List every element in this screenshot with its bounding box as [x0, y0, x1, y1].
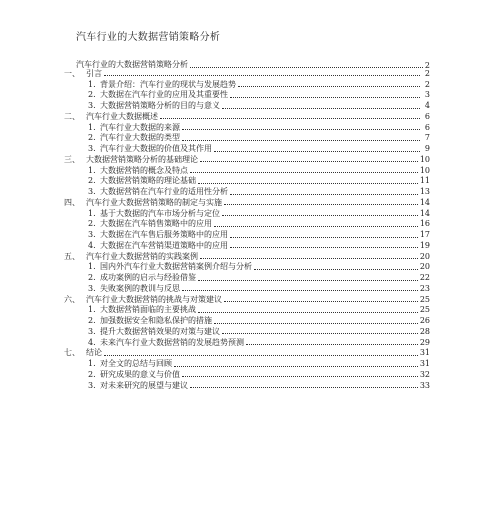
toc-section-entry[interactable]: [64, 262, 430, 273]
toc-entry-label: 成功案例的启示与经验借鉴: [100, 273, 196, 282]
toc-page-number: 22: [419, 273, 430, 282]
toc-section-entry[interactable]: [64, 79, 430, 90]
toc-dot-leader: [238, 86, 420, 87]
toc-page-number: 7: [424, 133, 430, 143]
toc-entry-number: 一、: [64, 68, 80, 78]
toc-dot-leader: [224, 204, 418, 205]
toc-page-number: 6: [424, 122, 430, 132]
toc-page-number: 33: [419, 380, 430, 390]
toc-entry-title: [88, 90, 228, 100]
toc-section-entry[interactable]: [64, 208, 430, 219]
toc-entry-number: 2.: [88, 90, 96, 100]
toc-section-entry[interactable]: [64, 240, 430, 251]
toc-section-entry[interactable]: [64, 122, 430, 133]
toc-dot-leader: [200, 258, 418, 259]
toc-entry-number: 3.: [88, 101, 96, 110]
toc-dot-leader: [230, 237, 418, 238]
toc-entry-number: 1.: [88, 165, 96, 175]
toc-entry-label: 提升大数据营销效果的对策与建议: [100, 326, 220, 336]
toc-entry-number: 七、: [64, 348, 80, 358]
toc-dot-leader: [222, 215, 418, 216]
toc-entry-label: 汽车行业大数据的类型: [100, 133, 180, 143]
toc-entry-title: [88, 359, 172, 369]
toc-entry-number: 六、: [64, 294, 80, 304]
toc-section-entry[interactable]: [64, 165, 430, 176]
toc-section-entry[interactable]: [64, 380, 430, 391]
toc-entry-label: 大数据在汽车售后服务策略中的应用: [100, 230, 228, 239]
toc-entry-number: 4.: [88, 240, 96, 250]
toc-page-number: 19: [419, 240, 430, 250]
toc-entry-label: 汽车行业大数据营销的挑战与对策建议: [86, 294, 222, 304]
toc-dot-leader: [230, 194, 418, 195]
toc-entry-title: [88, 284, 180, 294]
toc-entry-title: [88, 241, 228, 251]
toc-page-number: 23: [419, 283, 430, 293]
toc-page-number: 2: [424, 68, 430, 78]
toc-section-entry[interactable]: [64, 337, 430, 348]
toc-entry-number: 4.: [88, 337, 96, 347]
toc-page-number: 3: [424, 90, 430, 100]
toc-page-number: 6: [424, 111, 430, 121]
toc-page-number: 16: [419, 219, 430, 229]
toc-page-number: 10: [419, 154, 430, 164]
toc-dot-leader: [104, 355, 418, 356]
toc-page-number: 25: [419, 305, 430, 315]
toc-section-entry[interactable]: [64, 100, 430, 111]
toc-section-entry[interactable]: [64, 133, 430, 144]
toc-section-entry[interactable]: [64, 305, 430, 316]
toc-entry-number: 2.: [88, 133, 96, 143]
toc-dot-leader: [182, 376, 418, 377]
toc-dot-leader: [104, 75, 420, 76]
toc-section-entry[interactable]: [64, 369, 430, 380]
toc-entry-title: [88, 166, 188, 176]
toc-entry-title: [88, 101, 220, 111]
toc-page-number: 9: [424, 144, 430, 153]
toc-section-entry[interactable]: [64, 143, 430, 154]
toc-dot-leader: [160, 118, 420, 119]
toc-page-number: 32: [419, 369, 430, 379]
toc-entry-title: [88, 187, 228, 197]
toc-entry-title: [88, 381, 188, 391]
toc-entry-number: 二、: [64, 111, 80, 121]
toc-page-number: 10: [419, 165, 430, 175]
toc-page-number: 25: [419, 294, 430, 304]
toc-heading-text: 汽车行业的大数据营销策略分析: [76, 60, 188, 69]
toc-dot-leader: [182, 290, 418, 291]
toc-entry-number: 2.: [88, 273, 96, 282]
toc-entry-number: 1.: [88, 208, 96, 218]
toc-chapter-entry[interactable]: [64, 111, 430, 122]
toc-entry-label: 加强数据安全和隐私保护的措施: [100, 316, 212, 325]
toc-entry-title: [88, 123, 180, 133]
toc-entry-label: 大数据营销在汽车行业的适用性分析: [100, 187, 228, 196]
toc-page-number: 11: [419, 176, 430, 186]
toc-dot-leader: [222, 108, 420, 109]
toc-heading-page: 2: [424, 61, 430, 70]
toc-entry-label: 大数据营销面临的主要挑战: [100, 305, 196, 315]
toc-entry-title: [64, 198, 222, 208]
toc-entry-number: 1.: [88, 262, 96, 272]
toc-entry-number: 2.: [88, 176, 96, 186]
toc-entry-label: 大数据在汽车销售策略中的应用: [100, 219, 212, 229]
toc-page-number: 13: [419, 187, 430, 196]
toc-entry-title: [88, 80, 236, 90]
toc-entry-title: [88, 133, 180, 143]
toc-page-number: 20: [419, 262, 430, 272]
toc-dot-leader: [214, 151, 420, 152]
toc-section-entry[interactable]: [64, 219, 430, 230]
toc-section-entry[interactable]: [64, 176, 430, 187]
toc-entry-number: 1.: [88, 122, 96, 132]
toc-entry-label: 结论: [86, 348, 102, 358]
toc-entry-label: 大数据营销策略的理论基础: [100, 176, 196, 186]
toc-entry-title: [88, 209, 220, 219]
toc-entry-label: 大数据在汽车行业的应用及其重要性: [100, 90, 228, 100]
toc-entry-label: 基于大数据的汽车市场分析与定位: [100, 208, 220, 218]
toc-section-entry[interactable]: [64, 326, 430, 337]
toc-page-number: 28: [419, 326, 430, 336]
toc-entry-title: [64, 112, 158, 122]
toc-chapter-entry[interactable]: [64, 68, 430, 79]
toc-entry-title: [64, 295, 222, 305]
toc-entry-number: 3.: [88, 283, 96, 293]
toc-page-number: 4: [424, 101, 430, 110]
toc-entry-label: 汽车行业大数据营销策略的制定与实施: [86, 197, 222, 207]
toc-chapter-entry[interactable]: [64, 348, 430, 359]
toc-entry-label: 未来汽车行业大数据营销的发展趋势预测: [100, 337, 244, 347]
toc-entry-number: 四、: [64, 197, 80, 207]
toc-entry-label: 失败案例的教训与反思: [100, 283, 180, 293]
toc-page-number: 26: [419, 316, 430, 325]
toc-entry-title: [88, 144, 212, 154]
toc-entry-number: 1.: [88, 305, 96, 315]
toc-dot-leader: [174, 366, 418, 367]
toc-section-entry[interactable]: [64, 315, 430, 326]
toc-dot-leader: [230, 247, 418, 248]
toc-chapter-entry[interactable]: [64, 154, 430, 165]
toc-entry-title: [88, 262, 252, 272]
toc-dot-leader: [200, 161, 418, 162]
toc-entry-number: 3.: [88, 326, 96, 336]
toc-chapter-entry[interactable]: [64, 294, 430, 305]
toc-dot-leader: [214, 323, 418, 324]
toc-dot-leader: [198, 183, 418, 184]
toc-entry-title: [64, 348, 102, 358]
toc-dot-leader: [198, 312, 418, 313]
toc-dot-leader: [182, 129, 420, 130]
toc-dot-leader: [246, 344, 418, 345]
toc-page-number: 2: [424, 79, 430, 89]
toc-dot-leader: [230, 97, 420, 98]
toc-page-number: 31: [419, 359, 430, 368]
toc-entry-number: 3.: [88, 230, 96, 239]
toc-entry-title: [88, 176, 196, 186]
toc-chapter-entry[interactable]: [64, 251, 430, 262]
toc-dot-leader: [222, 333, 418, 334]
toc-dot-leader: [224, 301, 418, 302]
toc-page-number: 17: [419, 230, 430, 239]
toc-entry-number: 3.: [88, 187, 96, 196]
toc-entry-label: 引言: [86, 68, 102, 78]
toc-entry-title: [88, 327, 220, 337]
toc-entry-label: 汽车行业大数据的价值及其作用: [100, 144, 212, 153]
toc-entry-label: 研究成果的意义与价值: [100, 369, 180, 379]
toc-page-number: 14: [419, 197, 430, 207]
toc-dot-leader: [198, 280, 418, 281]
toc-section-entry[interactable]: [64, 358, 430, 369]
toc-entry-title: [64, 155, 198, 165]
toc-entry-label: 汽车行业大数据营销的实践案例: [86, 251, 198, 261]
toc-page-number: 14: [419, 208, 430, 218]
toc-chapter-entry[interactable]: [64, 197, 430, 208]
toc-entry-number: 2.: [88, 219, 96, 229]
toc-entry-label: 大数据营销策略分析的基础理论: [86, 154, 198, 164]
toc-entry-title: [88, 316, 212, 326]
toc-section-entry[interactable]: [64, 186, 430, 197]
toc-dot-leader: [190, 387, 418, 388]
toc-entry-number: 1.: [88, 359, 96, 368]
toc-entry-label: 大数据在汽车营销渠道策略中的应用: [100, 240, 228, 250]
toc-entry-label: 对全文的总结与回顾: [100, 359, 172, 368]
toc-page-number: 20: [419, 251, 430, 261]
toc-entry-label: 汽车行业大数据的来源: [100, 122, 180, 132]
toc-entry-number: 2.: [88, 369, 96, 379]
toc-section-entry[interactable]: [64, 272, 430, 283]
toc-entry-label: 大数据营销策略分析的目的与意义: [100, 101, 220, 110]
toc-entry-title: [88, 219, 212, 229]
toc-dot-leader: [190, 172, 418, 173]
toc-entry-number: 3.: [88, 380, 96, 390]
toc-entry-title: [88, 338, 244, 348]
toc-dot-leader: [182, 140, 420, 141]
toc-dot-leader: [214, 226, 418, 227]
toc-entry-number: 1.: [88, 79, 96, 89]
toc-entry-label: 对未来研究的展望与建议: [100, 380, 188, 390]
toc-section-entry[interactable]: [64, 229, 430, 240]
toc-entry-title: [88, 305, 196, 315]
toc-entry-title: [88, 230, 228, 240]
toc-entry-label: 国内外汽车行业大数据营销案例介绍与分析: [100, 262, 252, 272]
toc-entry-number: 2.: [88, 316, 96, 325]
toc-entry-label: 背景介绍：汽车行业的现状与发展趋势: [100, 79, 236, 89]
toc-entry-number: 三、: [64, 154, 80, 164]
toc-entry-number: 五、: [64, 251, 80, 261]
toc-dot-leader: [254, 269, 418, 270]
toc-entry-title: [64, 69, 102, 79]
toc-entry-number: 3.: [88, 144, 96, 153]
table-of-contents: [64, 68, 430, 391]
toc-entry-label: 大数据营销的概念及特点: [100, 165, 188, 175]
toc-section-entry[interactable]: [64, 283, 430, 294]
toc-page-number: 29: [419, 337, 430, 347]
toc-entry-title: [64, 252, 198, 262]
toc-entry-label: 汽车行业大数据概述: [86, 111, 158, 121]
toc-entry-title: [88, 370, 180, 380]
toc-section-entry[interactable]: [64, 90, 430, 101]
document-title: 汽车行业的大数据营销策略分析: [76, 32, 221, 43]
toc-page-number: 31: [419, 348, 430, 358]
toc-entry-title: [88, 273, 196, 283]
